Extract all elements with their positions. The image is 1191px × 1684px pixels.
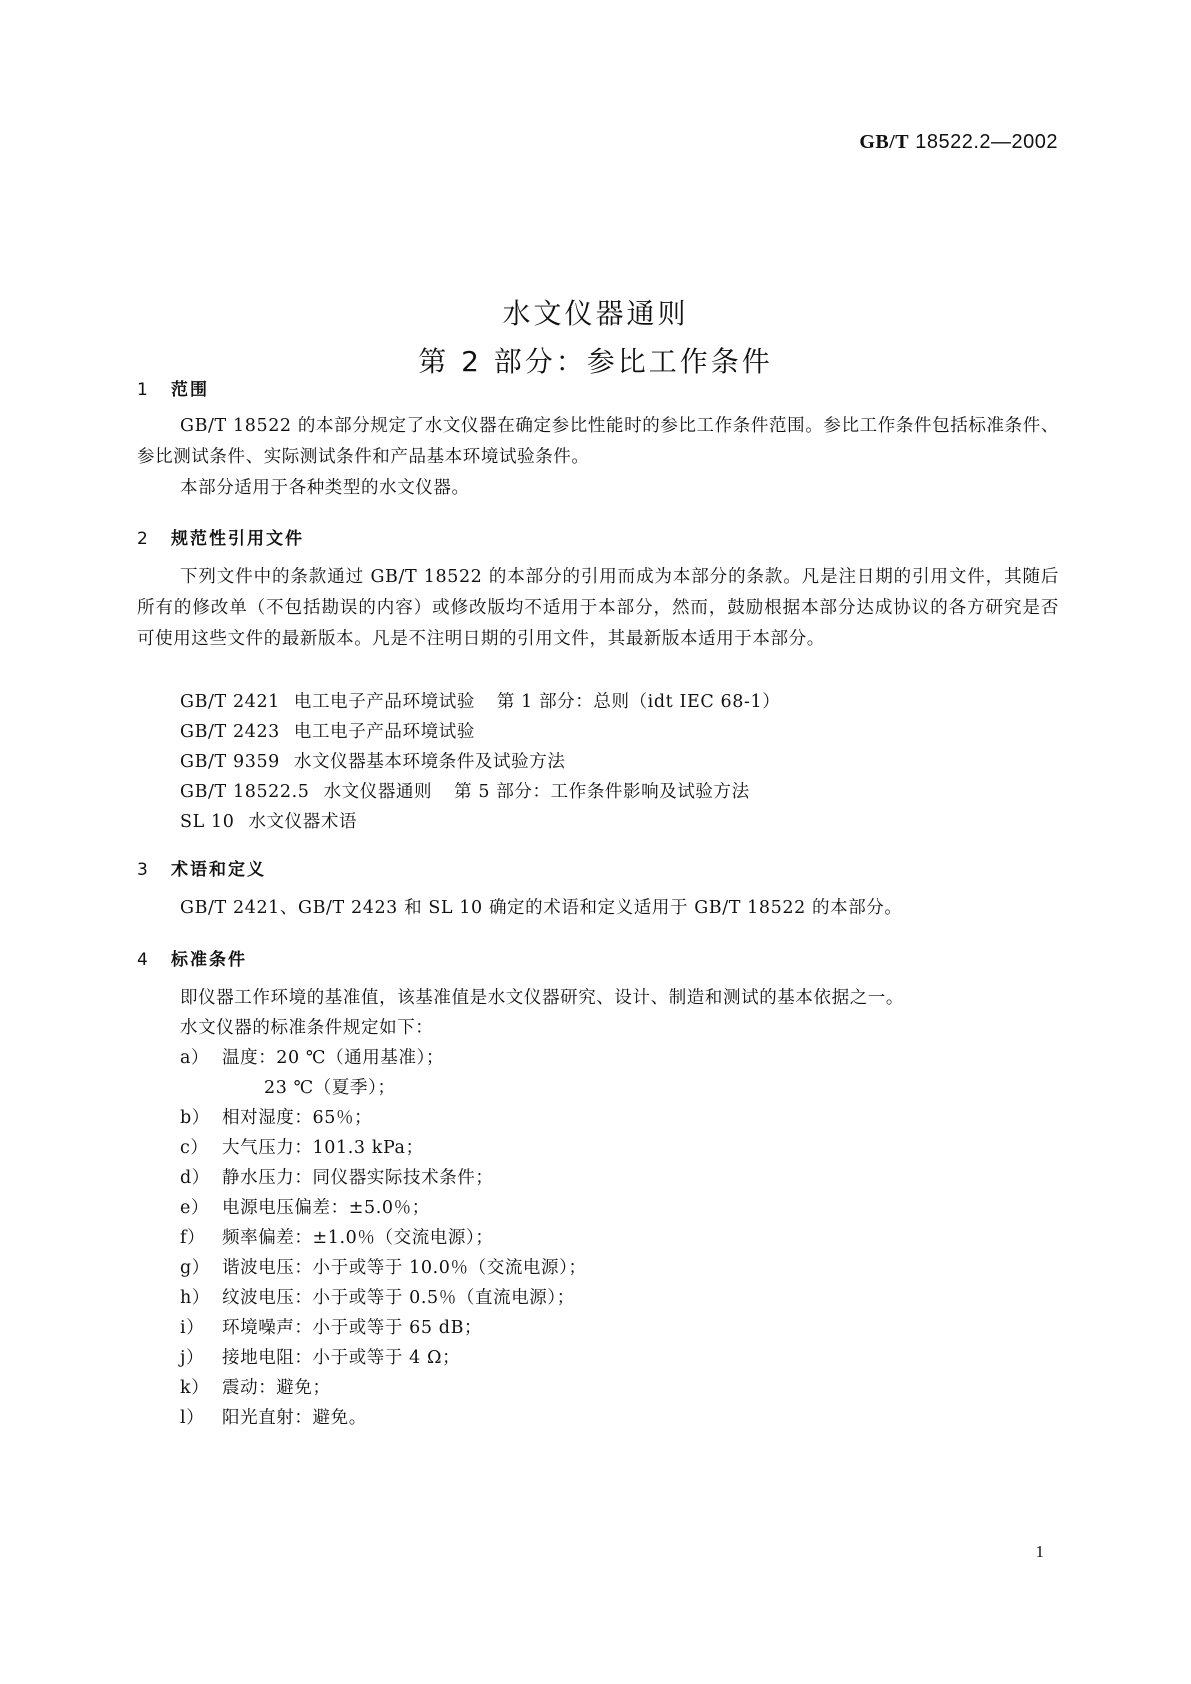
section-title: 规范性引用文件 <box>171 529 304 549</box>
list-label: g） <box>180 1258 210 1278</box>
list-label: c） <box>180 1138 209 1158</box>
list-label: i） <box>180 1318 205 1338</box>
list-item <box>180 1194 430 1219</box>
list-text: 静水压力：同仪器实际技术条件； <box>222 1168 494 1188</box>
standard-code-prefix: GB/T <box>859 131 910 153</box>
list-item <box>180 1314 482 1339</box>
reference-code: GB/T 2421 <box>180 692 280 712</box>
paragraph: GB/T 18522 的本部分规定了水文仪器在确定参比性能时的参比工作条件范围。参比工作条件包括标准条件、参比测试条件、实际测试条件和产品基本环境试验条件。 <box>137 416 1059 467</box>
list-text: 温度：20 ℃（通用基准）； <box>222 1048 445 1068</box>
paragraph: 下列文件中的条款通过 GB/T 18522 的本部分的引用而成为本部分的条款。凡是注日期的引用文件，其随后所有的修改单（不包括勘误的内容）或修改版均不适用于本部分，然而，鼓励根据本部分达成协议的各方研究是否可使用这些文件的最新版本。凡是不注明日期的引用文件，其最新版本适用于本部分。 <box>137 567 1059 649</box>
reference-item <box>180 718 475 743</box>
section-title: 术语和定义 <box>171 860 266 880</box>
list-label: e） <box>180 1198 210 1218</box>
list-item <box>180 1284 575 1309</box>
reference-code: GB/T 18522.5 <box>180 782 310 802</box>
paragraph: 即仪器工作环境的基准值，该基准值是水文仪器研究、设计、制造和测试的基本依据之一。 <box>180 988 904 1008</box>
list-item <box>180 1344 460 1369</box>
document-title: 水文仪器通则 <box>502 297 689 330</box>
reference-item <box>180 778 750 803</box>
section-number: 3 <box>137 860 150 880</box>
reference-title: 电工电子产品环境试验 <box>293 692 475 712</box>
list-text: 环境噪声：小于或等于 65 dB； <box>222 1318 483 1338</box>
section-4-heading <box>137 945 247 970</box>
reference-extra: 第 1 部分：总则（idt IEC 68-1） <box>496 692 781 712</box>
section-number: 2 <box>137 529 150 549</box>
list-text: 相对湿度：65％； <box>222 1108 373 1128</box>
list-label: a） <box>180 1048 210 1068</box>
list-item <box>180 1104 372 1129</box>
section-1-heading <box>137 375 209 400</box>
reference-code: SL 10 <box>180 812 235 832</box>
list-item <box>222 1074 396 1099</box>
list-item <box>180 1134 424 1159</box>
reference-extra: 第 5 部分：工作条件影响及试验方法 <box>454 782 750 802</box>
page-number: 1 <box>1035 1542 1044 1561</box>
list-text: 23 ℃（夏季）； <box>264 1078 396 1098</box>
list-text: 大气压力：101.3 kPa； <box>222 1138 424 1158</box>
list-text: 纹波电压：小于或等于 0.5％（直流电源）； <box>222 1288 575 1308</box>
section-title: 范围 <box>171 380 209 400</box>
paragraph: 本部分适用于各种类型的水文仪器。 <box>180 478 470 498</box>
section-2-heading <box>137 524 304 549</box>
list-text: 谐波电压：小于或等于 10.0％（交流电源）； <box>222 1258 587 1278</box>
list-item <box>180 1164 494 1189</box>
list-text: 接地电阻：小于或等于 4 Ω； <box>222 1348 461 1368</box>
list-label: f） <box>180 1228 206 1248</box>
reference-title: 水文仪器术语 <box>248 812 358 832</box>
list-text: 频率偏差：±1.0％（交流电源）； <box>222 1228 494 1248</box>
list-label: h） <box>180 1288 210 1308</box>
reference-title: 水文仪器基本环境条件及试验方法 <box>293 752 566 772</box>
section-title: 标准条件 <box>171 950 247 970</box>
list-label: b） <box>180 1108 210 1128</box>
list-item <box>180 1404 367 1429</box>
list-item <box>180 1254 587 1279</box>
document-subtitle: 第 2 部分：参比工作条件 <box>418 345 773 378</box>
reference-item <box>180 808 357 833</box>
reference-item <box>180 688 780 713</box>
section-3-heading <box>137 855 266 880</box>
reference-title: 电工电子产品环境试验 <box>293 722 475 742</box>
reference-code: GB/T 2423 <box>180 722 280 742</box>
list-label: j） <box>180 1348 205 1368</box>
list-label: d） <box>180 1168 210 1188</box>
list-text: 阳光直射：避免。 <box>222 1408 367 1428</box>
reference-item <box>180 748 565 773</box>
standard-code <box>859 131 1058 154</box>
section-number: 1 <box>137 380 150 400</box>
list-item <box>180 1224 493 1249</box>
list-item <box>180 1374 331 1399</box>
reference-title: 水文仪器通则 <box>323 782 433 802</box>
section-number: 4 <box>137 950 150 970</box>
paragraph: 水文仪器的标准条件规定如下： <box>180 1018 434 1038</box>
list-item <box>180 1044 444 1069</box>
paragraph: GB/T 2421、GB/T 2423 和 SL 10 确定的术语和定义适用于 GB/T 18522 的本部分。 <box>180 898 903 918</box>
list-label: k） <box>180 1378 210 1398</box>
list-label: l） <box>180 1408 205 1428</box>
reference-code: GB/T 9359 <box>180 752 280 772</box>
list-text: 震动：避免； <box>222 1378 331 1398</box>
standard-code-number: 18522.2—2002 <box>915 131 1058 153</box>
list-text: 电源电压偏差：±5.0％； <box>222 1198 430 1218</box>
